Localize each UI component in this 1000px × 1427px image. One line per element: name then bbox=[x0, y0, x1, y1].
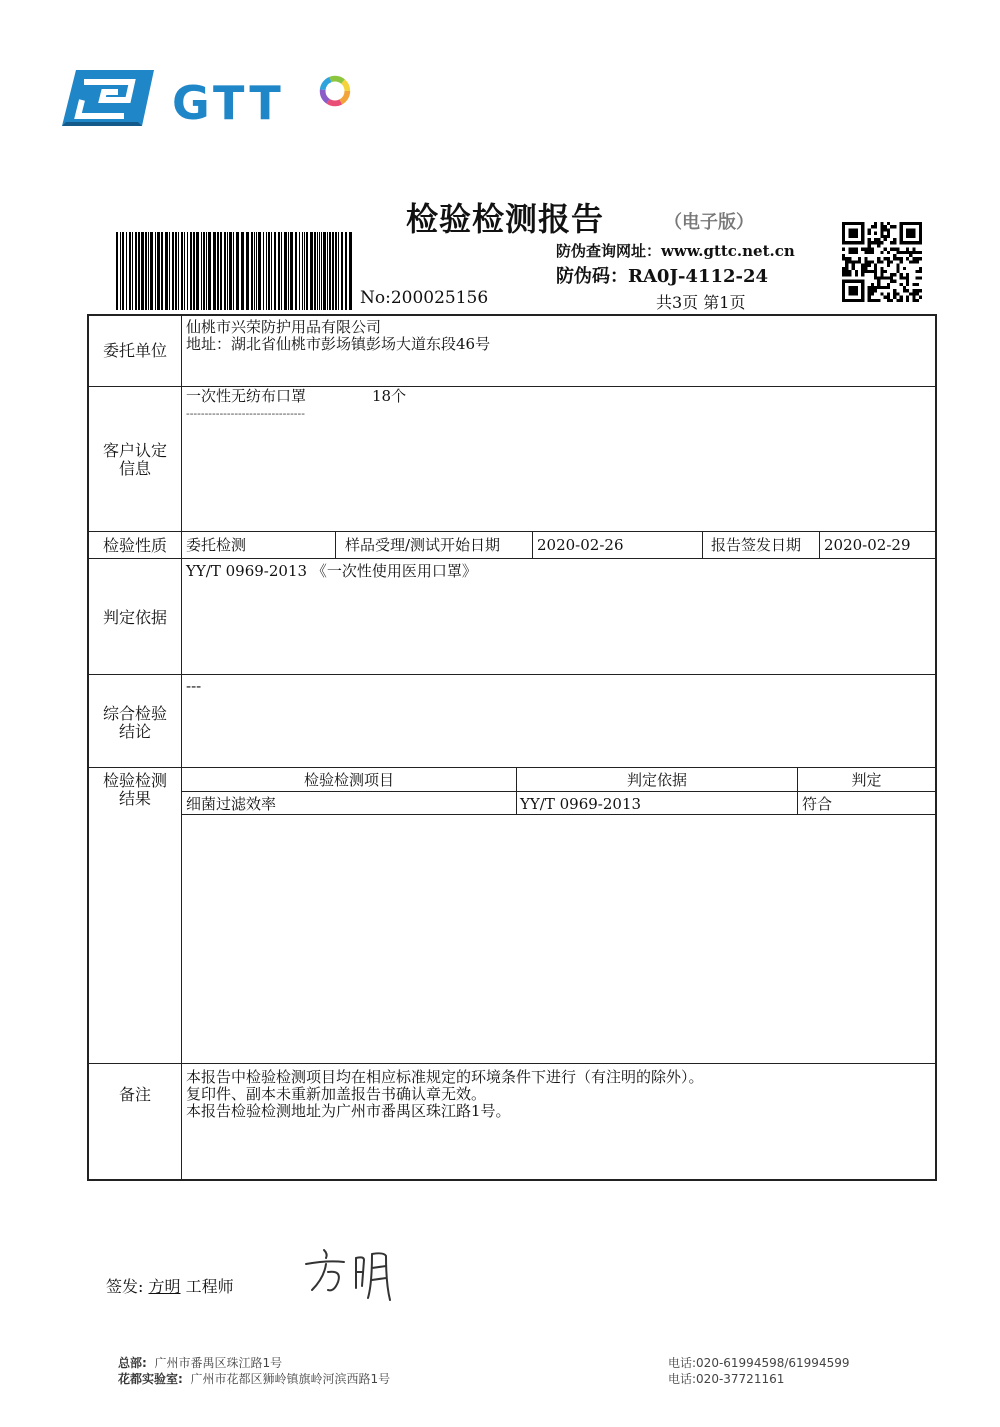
result-header-basis: 判定依据 bbox=[626, 771, 687, 789]
label-basis: 判定依据 bbox=[102, 608, 167, 627]
client-name: 仙桃市兴荣防护用品有限公司 bbox=[186, 318, 382, 336]
report-title: 检验检测报告 bbox=[406, 200, 605, 238]
verify-code: 防伪码：RA0J-4112-24 bbox=[556, 266, 769, 287]
basis-value: YY/T 0969-2013 《一次性使用医用口罩》 bbox=[186, 562, 477, 580]
handwritten-signature bbox=[298, 1244, 402, 1304]
signoff-label: 签发: bbox=[106, 1277, 144, 1296]
page-count: 共3页 第1页 bbox=[656, 293, 746, 312]
result-verdict: 符合 bbox=[802, 795, 833, 813]
gtt-logo-mark bbox=[62, 70, 154, 126]
qr-code bbox=[842, 222, 922, 302]
result-basis: YY/T 0969-2013 bbox=[520, 795, 642, 813]
report-table bbox=[87, 314, 937, 1181]
label-conclusion: 综合检验 结论 bbox=[102, 704, 167, 741]
gtt-logo-ring bbox=[316, 72, 354, 110]
result-item: 细菌过滤效率 bbox=[186, 795, 277, 813]
nature-value: 委托检测 bbox=[186, 536, 247, 554]
barcode-image bbox=[116, 232, 354, 310]
remark-line-3: 本报告检验检测地址为广州市番禺区珠江路1号。 bbox=[186, 1102, 511, 1120]
dash-separator: -------------------------------- bbox=[186, 407, 305, 420]
start-date-label: 样品受理/测试开始日期 bbox=[345, 536, 501, 554]
result-header-item: 检验检测项目 bbox=[303, 771, 394, 789]
signoff bbox=[106, 1274, 234, 1297]
label-client-info: 客户认定 信息 bbox=[102, 441, 167, 478]
verify-url: 防伪查询网址：www.gttc.net.cn bbox=[556, 242, 795, 260]
footer-tel-1: 电话:020-61994598/61994599 bbox=[668, 1356, 850, 1370]
result-header-verdict: 判定 bbox=[851, 771, 882, 789]
footer-lab: 花都实验室: 广州市花都区狮岭镇旗岭河滨西路1号 bbox=[118, 1372, 391, 1386]
label-client: 委托单位 bbox=[102, 341, 167, 360]
sample-quantity: 18个 bbox=[372, 387, 407, 405]
sample-name: 一次性无纺布口罩 bbox=[186, 387, 307, 405]
client-address: 地址：湖北省仙桃市彭场镇彭场大道东段46号 bbox=[186, 335, 491, 353]
gtt-logo-text: GTT bbox=[172, 76, 285, 130]
conclusion-value: --- bbox=[186, 677, 202, 695]
label-result: 检验检测 结果 bbox=[102, 771, 167, 808]
footer-tel-2: 电话:020-37721161 bbox=[668, 1372, 785, 1386]
start-date: 2020-02-26 bbox=[537, 536, 624, 554]
remark-line-2: 复印件、副本未重新加盖报告书确认章无效。 bbox=[186, 1085, 487, 1103]
label-nature: 检验性质 bbox=[102, 536, 167, 555]
issue-date: 2020-02-29 bbox=[824, 536, 911, 554]
remark-line-1: 本报告中检验检测项目均在相应标准规定的环境条件下进行（有注明的除外）。 bbox=[186, 1068, 704, 1086]
signoff-name: 方明 bbox=[148, 1277, 181, 1296]
report-number: No:200025156 bbox=[360, 288, 489, 308]
edition-label: （电子版） bbox=[664, 212, 754, 233]
signoff-title: 工程师 bbox=[185, 1277, 234, 1296]
label-remarks: 备注 bbox=[118, 1085, 151, 1104]
footer-hq: 总部: 广州市番禺区珠江路1号 bbox=[118, 1356, 283, 1370]
issue-date-label: 报告签发日期 bbox=[711, 536, 802, 554]
